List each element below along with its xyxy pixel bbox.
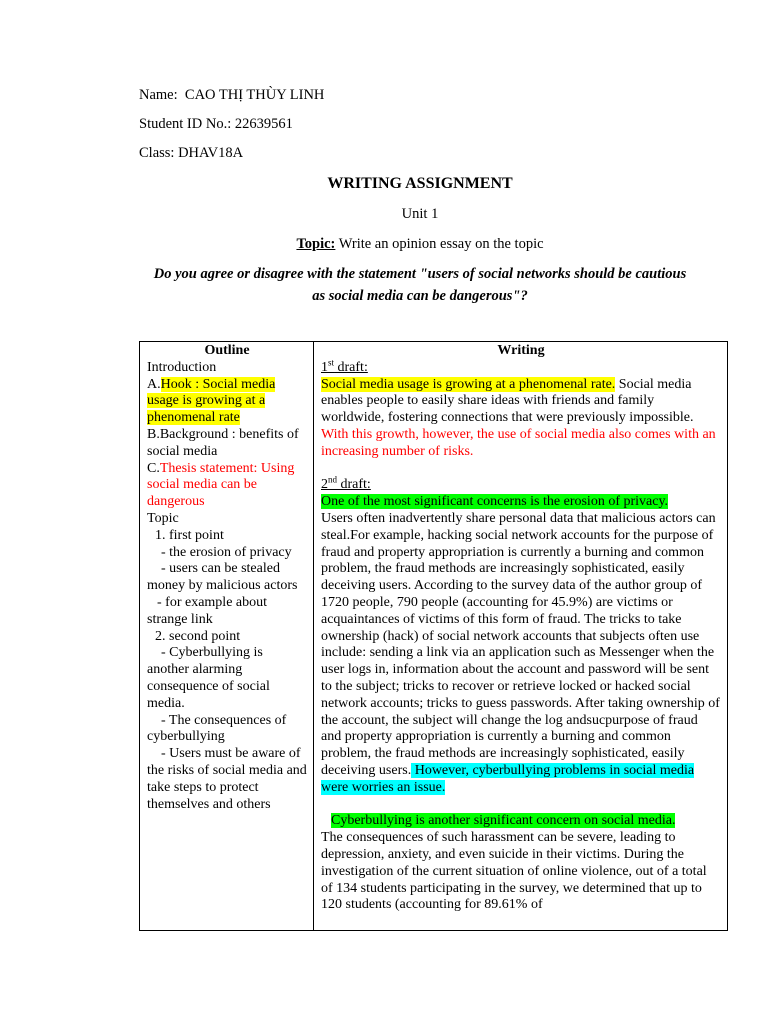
topic-text: Write an opinion essay on the topic — [335, 236, 544, 252]
outline-intro: Introduction — [147, 359, 217, 375]
page-title: WRITING ASSIGNMENT — [327, 175, 513, 192]
hook-sentence: Social media usage is growing at a phenomenal rate. — [321, 376, 616, 392]
outline-point-1c: - for example about strange link — [147, 594, 268, 627]
outline-point-2c: - Users must be aware of the risks of social media and take steps to protect themselves and others — [147, 746, 307, 812]
outline-thesis: C.Thesis statement: Using social media can be dangerous — [147, 460, 295, 510]
cyberbullying-body: The consequences of such harassment can be severe, leading to depression, anxiety, and even suicide in their victims. During the investigation of the current situation of online violence, out of a total of 134 students participating in the survey, we determined that up to 120 students (accounting for 89.61% of — [321, 830, 707, 913]
class-info: Class: DHAV18A — [139, 145, 244, 161]
topic-line — [0, 236, 768, 253]
privacy-topic-sentence: One of the most significant concerns is the erosion of privacy. — [321, 494, 669, 510]
student-name — [139, 87, 324, 104]
name-value: CAO THỊ THÙY LINH — [184, 87, 325, 103]
unit-label: Unit 1 — [401, 206, 439, 222]
essay-table — [139, 341, 728, 931]
outline-point-1b: - users can be stealed money by malicious actors — [147, 561, 298, 594]
outline-hook: A.Hook : Social media usage is growing at a phenomenal rate — [147, 376, 276, 426]
first-draft-label: 1st draft: — [321, 357, 368, 375]
outline-topic: Topic — [147, 510, 179, 526]
student-id: Student ID No.: 22639561 — [139, 116, 293, 132]
first-draft-paragraph — [321, 377, 721, 461]
outline-point-1: 1. first point — [155, 527, 224, 543]
privacy-body: Users often inadvertently share personal data that malicious actors can steal.For example, hacking social network accounts for the purpose of fraud and property appropriation is currently a burning and common problem, the fraud methods are increasingly sophisticated, easily deceiving users. According to the survey data of the author group of 1720 people, 790 people (accounting for 45.9%) are victims or acquaintances of victims of this form of fraud. The tricks to take ownership (hack) of social network accounts that subjects often use include: sending a link via an application such as Messenger when the user logs in, information about the account and password will be sent to the subject; tricks to recover or retrieve locked or hacked social network accounts; tricks to guess passwords. After taking ownership of the account, the subject will change the log andsucpurpose of fraud and property appropriation is currently a burning and common problem, the fraud methods are increasingly sophisticated, easily deceiving users. — [321, 510, 720, 778]
body-paragraph-2 — [321, 813, 721, 914]
background-sentence: Social media enables people to easily share ideas with friends and family worldwide, fostering connections that were previously impossible. — [321, 376, 694, 426]
outline-background: B.Background : benefits of social media — [147, 426, 299, 459]
topic-label: Topic: — [296, 236, 336, 252]
writing-header: Writing — [497, 343, 545, 358]
second-draft-label: 2nd draft: — [321, 474, 371, 493]
cyberbullying-topic-sentence: Cyberbullying is another significant concern on social media. — [331, 813, 676, 829]
thesis-sentence: With this growth, however, the use of social media also comes with an increasing number of risks. — [321, 426, 716, 459]
outline-column — [140, 342, 314, 931]
outline-point-2: 2. second point — [155, 628, 241, 644]
outline-header: Outline — [204, 343, 250, 358]
essay-question: Do you agree or disagree with the statement "users of social networks should be cautious as social media can be dangerous"? — [153, 266, 687, 304]
outline-point-2b: - The consequences of cyberbullying — [147, 712, 287, 745]
outline-point-2a: - Cyberbullying is another alarming consequence of social media. — [147, 645, 270, 711]
name-label: Name: — [139, 87, 178, 103]
body-paragraph-1 — [321, 494, 721, 796]
transition-sentence: However, cyberbullying problems in social media were worries an issue. — [321, 762, 695, 795]
writing-column — [314, 342, 728, 931]
outline-point-1a: - the erosion of privacy — [161, 544, 292, 560]
